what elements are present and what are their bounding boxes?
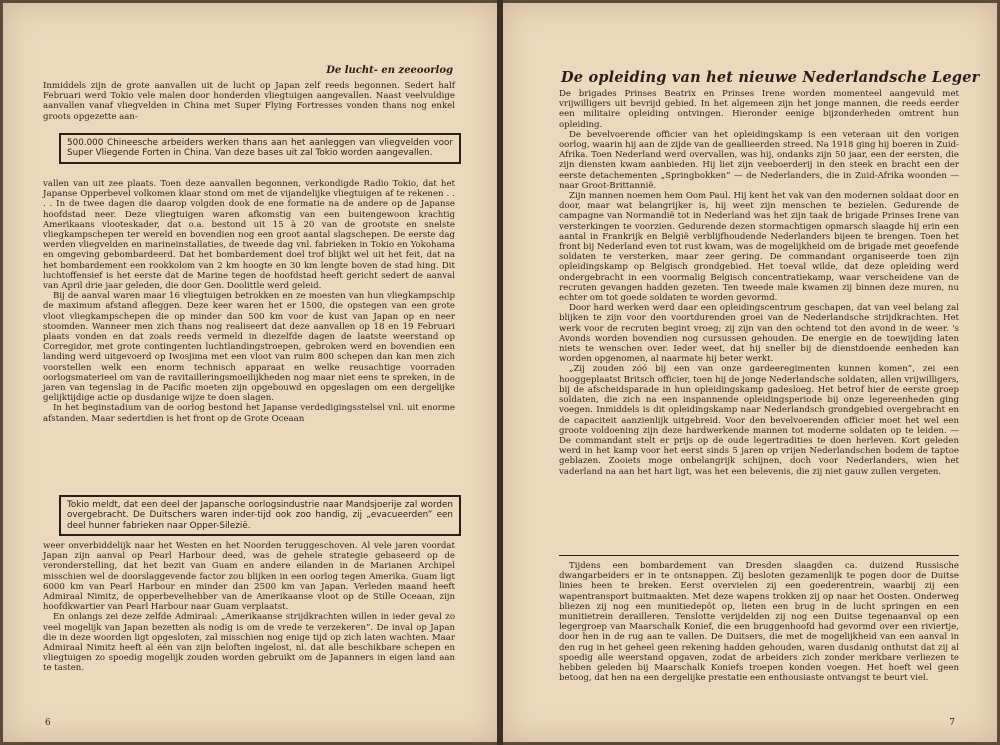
page-number: 7	[949, 718, 955, 728]
boxed-notice-china	[59, 133, 461, 164]
running-head: De lucht- en zeeoorlog	[326, 65, 453, 76]
boxed-notice-tokio	[59, 495, 461, 536]
main-body-2	[43, 541, 455, 674]
paragraph: Inmiddels zijn de grote aanvallen uit de lucht op Japan zelf reeds begonnen. Sedert half Februari werd Tokio vele malen door honderden vliegtuigen aangevallen. Naast veelvuldige aanvallen vanaf vliegvelden in China met Super Flying Fortresses vonden thans nog enkel groots opgezette aan-	[43, 81, 455, 122]
dresden-story	[559, 561, 959, 683]
intro-text	[43, 81, 455, 122]
paragraph: En onlangs zei deze zelfde Admiraal: „Amerikaanse strijdkrachten willen in ieder geval zo veel mogelijk van Japan bezetten als nodig is om de vrede te verzekeren”. De inval op Japan die in deze woorden ligt opgesloten, zal misschien nog enige tijd op zich laten wachten. Maar Admiraal Nimitz heeft al één van zijn beloften ingelost, nl. dat alle beschikbare schepen en vliegtuigen zo spoedig mogelijk zouden worden gebruikt om de Japanners in eigen land aan te tasten.	[43, 612, 455, 674]
paragraph: Bij de aanval waren maar 16 vliegtuigen betrokken en ze moesten van hun vliegkampschip de maximum afstand afleggen. Deze keer waren het er 1500, die opstegen van een grote vloot vliegkampschepen die op minder dan 500 km voor de kust van Japan op en neer stoomden. Wanneer men zich thans nog realiseert dat deze aanvallen op 18 en 19 Februari plaats vonden en dat zoals reeds vermeld in diezelfde dagen de laatste weerstand op Corregidor, met grote contingenten luchtlandingstroepen, gebroken werd en bovendien een landing werd uitgevoerd op Iwosjima met een vloot van ruim 800 schepen dan kan men zich voorstellen welk een enorm technisch apparaat en welke reusachtige voorraden oorlogsmaterieel om van de ravitailleringsmoeilijkheden nog maar niet eens te spreken, in de jaren van tegenslag in de Pacific moeten zijn opgebouwd en opgeslagen om een dergelijke gelijktijdige actie op dusdanige wijze te doen slagen.	[43, 291, 455, 404]
paragraph: Door hard werken werd daar een opleidingscentrum geschapen, dat van veel belang zal blijken te zijn voor den voortdurenden groei van de Nederlandsche strijdkrachten. Het werk voor de recruten begint vroeg; zij zijn van den ochtend tot den avond in de weer. 's Avonds worden bovendien nog cursussen gehouden. De energie en de toewijding laten niets te wenschen over. Ieder weet, dat hij sneller bij de dienstdoende eenheden kan worden opgenomen, al naarmate hij beter werkt.	[559, 303, 959, 365]
boxed-notice-text: 500.000 Chineesche arbeiders werken thans aan het aanleggen van vliegvelden voor Super Vliegende Forten in China. Van deze bases uit zal Tokio worden aangevallen.	[67, 138, 453, 159]
page-number: 6	[45, 718, 51, 728]
paragraph: Zijn mannen noemen hem Oom Paul. Hij kent het vak van den modernen soldaat door en door, maar wat belangrijker is, hij weet zijn menschen te bezielen. Gedurende de campagne van Normandië tot in Nederland was het zijn taak de brigade Prinses Irene van versterkingen te voorzien. Gedurende dezen stormachtigen opmarsch slaagde hij erin een aantal in Frankrijk en België verblijfhoudende Nederlanders bijeen te brengen. Toen het front bij Nederland even tot rust kwam, was de mogelijkheid om de brigade met geoefende soldaten te versterken, maar zeer gering. De commandant organiseerde toen zijn opleidingskamp op Belgisch grondgebied. Het toeval wilde, dat deze opleiding werd ondergebracht in een voormalig Belgisch concentratiekamp, waar verscheidene van de recruten gevangen hadden gezeten. Ten tweede male kwamen zij binnen deze muren, nu echter om tot goede soldaten te worden gevormd.	[559, 191, 959, 304]
main-body-1	[43, 179, 455, 424]
boxed-notice-text: Tokio meldt, dat een deel der Japansche oorlogsindustrie naar Mandsjoerije zal worden overgebracht. De Duitschers waren inder-tijd ook zoo handig, zij „evacueerden” een deel hunner fabrieken naar Opper-Silezië.	[67, 500, 453, 531]
paragraph: weer onverbiddelijk naar het Westen en het Noorden teruggeschoven. Al vele jaren voordat Japan zijn aanval op Pearl Harbour deed, was de gehele strategie gebaseerd op de veronderstelling, dat het bezit van Guam en andere eilanden in de Marianen Archipel misschien wel de doorslaggevende factor zou blijken in een oorlog tegen Amerika. Guam ligt 6000 km van Pearl Harbour en minder dan 2500 km van Japan. Verleden maand heeft Admiraal Nimitz, de opperbevelhebber van de Amerikaanse vloot op de Stille Oceaan, zijn hoofdkwartier van Pearl Harbour naar Guam verplaatst.	[43, 541, 455, 613]
article-title: De opleiding van het nieuwe Nederlandsche Leger	[561, 69, 980, 86]
paragraph: In het beginstadium van de oorlog bestond het Japanse verdedigingsstelsel vnl. uit enorme afstanden. Maar sedertdien is het front op de Grote Oceaan	[43, 403, 455, 424]
right-page	[503, 3, 997, 742]
paragraph: „Zij zouden zóó bij een van onze gardeeregimenten kunnen komen”, zei een hooggeplaatst Britsch officier, toen hij de jonge Nederlandsche soldaten, allen vrijwilligers, bij de afscheidsparade in hun opleidingskamp gadesloeg. Het betrof hier de eerste groep soldaten, die zich na een inspannende opleidingsperiode bij onze legereenheden ging voegen. Inmiddels is dit opleidingskamp naar Nederlandsch grondgebied overgebracht en de capaciteit aanzienlijk uitgebreid. Voor den bevelvoerenden officier moet het wel een groote voldoening zijn deze hardwerkende mannen tot moderne soldaten op te leiden. — De commandant stelt er prijs op de oude legertradities te doen herleven. Kort geleden werd in het kamp voor het eerst sinds 5 jaren op vrijen Nederlandschen bodem de taptoe geblazen. Zooiets moge onbelangrijk schijnen, doch voor Nederlanders, wien het vaderland na aan het hart ligt, was het een belevenis, die zij niet gauw zullen vergeten.	[559, 364, 959, 477]
article-body	[559, 89, 959, 477]
paragraph: Tijdens een bombardement van Dresden slaagden ca. duizend Russische dwangarbeiders er in te ontsnappen. Zij besloten gezamenlijk te pogen door de Duitse linies heen te breken. Eerst overvielen zij een goederentrein, waarbij zij een wapentransport buitmaakten. Met deze wapens trokken zij op naar het Oosten. Onderweg bliezen zij nog een munitiedepôt op, lieten een brug in de lucht springen en een munitietrein derailleren. Tenslotte verijdelden zij nog een Duitse tegenaanval op een legergroep van Maarschalk Konief, die een bruggenhoofd had gevormd over een riviertje, door hen in de rug aan te vallen. De Duitsers, die met de mogelijkheid van een aanval in den rug in het geheel geen rekening hadden gehouden, waren dusdanig onthutst dat zij al spoedig alle weerstand opgaven, zodat de arbeiders zich zonder merkbare verliezen te hebben geleden bij Maarschalk Koniefs troepen konden voegen. Het hoeft wel geen betoog, dat hen na een dergelijke prestatie een enthousiaste ontvangst te beurt viel.	[559, 561, 959, 684]
section-divider	[559, 555, 959, 556]
left-page	[3, 3, 497, 742]
paragraph: De bevelvoerende officier van het opleidingskamp is een veteraan uit den vorigen oorlog, waarin hij aan de zijde van de geallieerden streed. Na 1918 ging hij boeren in Zuid-Afrika. Toen Nederland werd overvallen, was hij, ondanks zijn 50 jaar, een der eersten, die zijn diensten kwam aanbieden. Hij liet zijn veeboerderij in den steek en bracht een der eerste detachementen „Springbokken” — de Nederlanders, die in Zuid-Afrika woonden — naar Groot-Brittannië.	[559, 129, 959, 191]
paragraph: vallen van uit zee plaats. Toen deze aanvallen begonnen, verkondigde Radio Tokio, dat het Japanse Opperbevel volkomen klaar stond om met de vijandelijke vliegtuigen af te rekenen . . . . In de twee dagen die daarop volgden dook de ene formatie na de andere op de Japanse hoofdstad neer. Deze vliegtuigen waren afkomstig van een buitengewoon krachtig Amerikaans vlooteskader, dat o.a. bestond uit 15 à 20 van de grootste en snelste vliegkampschepen ter wereld en bovendien nog een groot aantal slagschepen. De eerste dag werden vliegvelden en marineinstallaties, de tweede dag vnl. fabrieken in Tokio en Yokohama en omgeving gebombardeerd. Dat het bombardement doel trof blijkt wel uit het feit, dat na het bombardement een rookkolom van 2 km hoogte en 30 km lengte boven de stad hing. Dit luchtoffensief is het eerste dat de Marine tegen de hoofdstad heeft gericht sedert de aanval van April drie jaar geleden, die door Gen. Doolittle werd geleid.	[43, 179, 455, 292]
paragraph: De brigades Prinses Beatrix en Prinses Irene worden momenteel aangevuld met vrijwilligers uit bevrijd gebied. In het algemeen zijn het jonge mannen, die reeds eerder een militaire opleiding ontvingen. Hieronder eenige bijzonderheden omtrent hun opleiding.	[559, 89, 959, 130]
